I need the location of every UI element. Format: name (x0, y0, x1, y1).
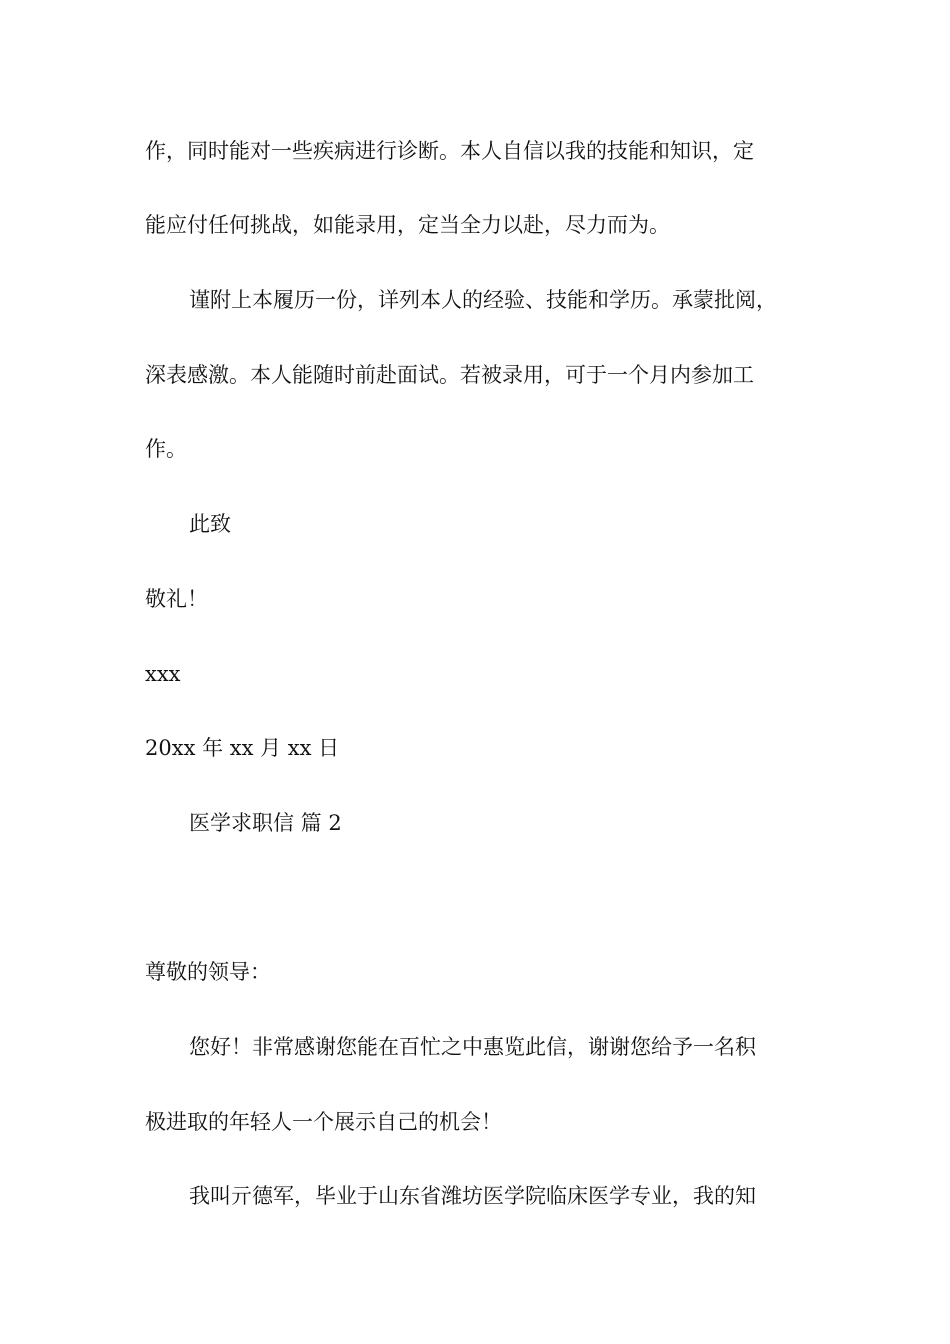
body-text-line: 作。 (145, 437, 187, 461)
body-text-line: 作，同时能对一些疾病进行诊断。本人自信以我的技能和知识，定 (145, 139, 754, 163)
greeting: 尊敬的领导： (145, 960, 271, 984)
body-text-line: 极进取的年轻人一个展示自己的机会！ (145, 1110, 502, 1134)
closing-salutation: 此致 (189, 512, 231, 536)
closing-regards: 敬礼！ (145, 587, 208, 611)
signature-name: xxx (145, 662, 181, 686)
body-text-line: 我叫亓德军，毕业于山东省潍坊医学院临床医学专业，我的知 (189, 1184, 756, 1208)
signature-date: 20xx 年 xx 月 xx 日 (145, 736, 340, 760)
section-heading: 医学求职信 篇 2 (189, 811, 342, 835)
body-text-line: 您好！非常感谢您能在百忙之中惠览此信，谢谢您给予一名积 (189, 1035, 756, 1059)
body-text-line: 深表感激。本人能随时前赴面试。若被录用，可于一个月内参加工 (145, 363, 754, 387)
body-text-line: 谨附上本履历一份，详列本人的经验、技能和学历。承蒙批阅， (189, 288, 777, 312)
body-text-line: 能应付任何挑战，如能录用，定当全力以赴，尽力而为。 (145, 213, 670, 237)
